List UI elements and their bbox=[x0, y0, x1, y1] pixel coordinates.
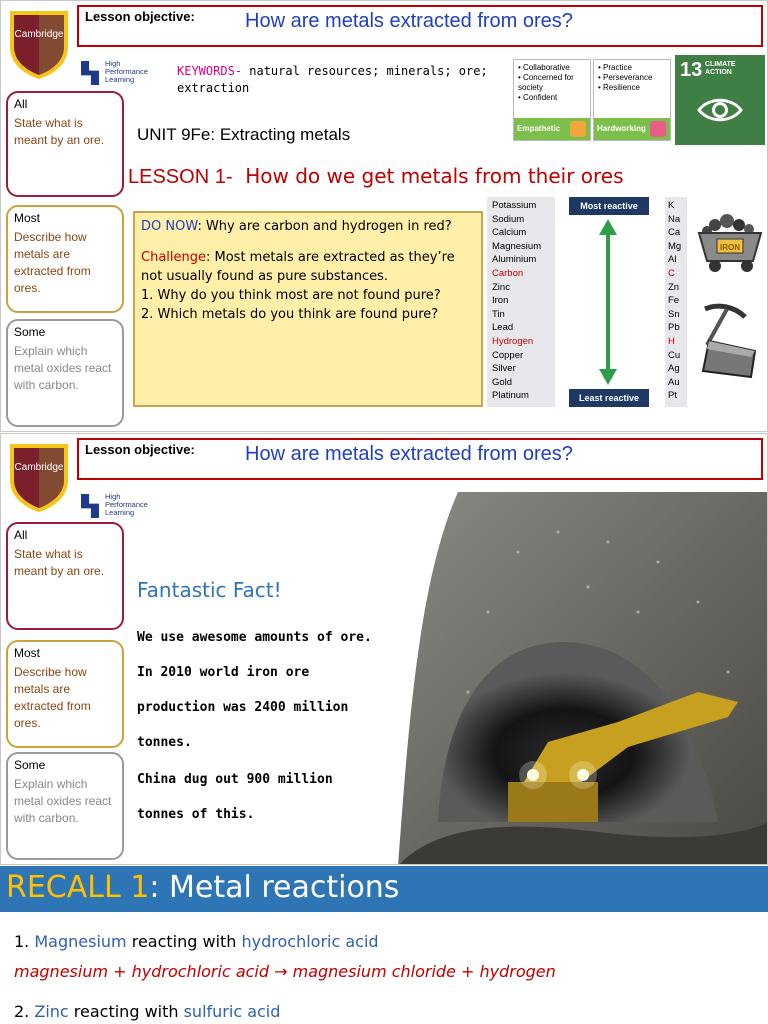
metal-item: Iron bbox=[492, 295, 509, 307]
trait-item: • Resilience bbox=[598, 83, 667, 93]
recall-banner bbox=[0, 866, 768, 912]
level-some-box bbox=[6, 319, 124, 427]
metal-item: Silver bbox=[492, 363, 516, 375]
do-now-box bbox=[133, 211, 483, 407]
recall-number: RECALL 1 bbox=[6, 870, 150, 905]
level-title: Some bbox=[14, 758, 46, 772]
item-mid: reacting with bbox=[68, 1002, 184, 1021]
recall-item-1 bbox=[14, 932, 379, 951]
sdg-text: CLIMATE ACTION bbox=[705, 61, 736, 76]
symbol-item: Al bbox=[668, 254, 677, 266]
symbol-item: Ag bbox=[668, 363, 680, 375]
trait-item: • Perseverance bbox=[598, 73, 667, 83]
level-title: Some bbox=[14, 325, 46, 339]
symbol-item: Zn bbox=[668, 281, 680, 293]
symbol-item: C bbox=[668, 267, 675, 279]
symbol-item: Sn bbox=[668, 308, 680, 320]
most-reactive-tag: Most reactive bbox=[569, 197, 649, 215]
challenge-text: : Most metals are extracted as they’re not usually found as pure substances. bbox=[141, 250, 455, 284]
hpl-text: High Performance Learning bbox=[105, 59, 148, 84]
cambridge-crest-logo bbox=[8, 9, 70, 81]
metal-item: Carbon bbox=[492, 267, 524, 279]
metal-item: Platinum bbox=[492, 390, 529, 402]
trait-item: • Collaborative bbox=[518, 63, 587, 73]
objective-label: Lesson objective: bbox=[85, 9, 195, 24]
speech-bubble-icon bbox=[570, 121, 586, 137]
challenge-label: Challenge bbox=[141, 250, 206, 265]
least-reactive-tag: Least reactive bbox=[569, 389, 649, 407]
symbol-item: H bbox=[668, 335, 675, 347]
objective-label: Lesson objective: bbox=[85, 442, 195, 457]
ore-cart-icon bbox=[693, 211, 765, 275]
symbol-item: Pb bbox=[668, 322, 680, 334]
fact-paragraph-1: We use awesome amounts of ore. In 2010 world iron ore production was 2400 million tonnes. bbox=[137, 630, 372, 750]
question-1: 1. Why do you think most are not found pure? bbox=[141, 288, 441, 303]
recall-title-text: : Metal reactions bbox=[149, 870, 400, 905]
slide-lesson-1 bbox=[0, 0, 768, 432]
keywords-text: natural resources; minerals; ore; extraction bbox=[177, 64, 488, 95]
metal-item: Zinc bbox=[492, 281, 510, 293]
item-mid: reacting with bbox=[126, 932, 242, 951]
lesson-prefix: LESSON 1- bbox=[128, 166, 233, 188]
metal-item: Calcium bbox=[492, 227, 527, 239]
level-desc: Explain which metal oxides react with carbon. bbox=[14, 344, 112, 392]
trait-item: • Concerned for society bbox=[518, 73, 587, 93]
crest-label: Cambridge bbox=[14, 462, 64, 473]
metal-item: Sodium bbox=[492, 213, 525, 225]
do-now-label: DO NOW bbox=[141, 219, 198, 234]
double-arrow-icon bbox=[593, 217, 623, 387]
crest-label: Cambridge bbox=[14, 29, 64, 40]
objective-title: How are metals extracted from ores? bbox=[245, 10, 573, 32]
trait-card-empathetic bbox=[513, 59, 591, 141]
trait-item: • Confident bbox=[518, 93, 587, 103]
metal-item: Potassium bbox=[492, 200, 537, 211]
hpl-logo bbox=[81, 61, 161, 87]
trait-footer-label: Hardworking bbox=[597, 124, 646, 133]
level-title: Most bbox=[14, 646, 41, 660]
earth-eye-icon bbox=[697, 95, 743, 125]
metal-item: Aluminium bbox=[492, 254, 537, 266]
keywords bbox=[177, 63, 497, 97]
hpl-mark-icon bbox=[81, 494, 99, 518]
metal-item: Magnesium bbox=[492, 240, 542, 252]
objective-title: How are metals extracted from ores? bbox=[245, 443, 573, 465]
sdg-number: 13 bbox=[680, 59, 703, 81]
symbol-item: Au bbox=[668, 376, 680, 388]
recall-title bbox=[6, 870, 399, 905]
lesson-text: How do we get metals from their ores bbox=[245, 164, 624, 188]
level-title: All bbox=[14, 528, 28, 542]
fact-paragraph-2: China dug out 900 million tonnes of this. bbox=[137, 772, 333, 822]
trait-footer bbox=[514, 118, 590, 140]
reactivity-series-symbols bbox=[665, 197, 687, 407]
level-desc: Describe how metals are extracted from ores. bbox=[14, 230, 91, 295]
item-metal: Zinc bbox=[34, 1002, 69, 1021]
item-metal: Magnesium bbox=[34, 932, 127, 951]
level-most-box bbox=[6, 640, 124, 748]
level-title: Most bbox=[14, 211, 41, 225]
trait-footer-label: Empathetic bbox=[517, 124, 561, 133]
metal-item: Gold bbox=[492, 376, 513, 388]
pickaxe-icon bbox=[695, 301, 765, 381]
item-acid: sulfuric acid bbox=[183, 1002, 281, 1021]
symbol-item: Ca bbox=[668, 227, 681, 239]
keywords-label: KEYWORDS- bbox=[177, 64, 243, 78]
level-title: All bbox=[14, 97, 28, 111]
symbol-item: Na bbox=[668, 213, 681, 225]
symbol-item: Mg bbox=[668, 240, 682, 252]
trait-item: • Practice bbox=[598, 63, 667, 73]
level-desc: State what is meant by an ore. bbox=[14, 547, 105, 578]
lesson-heading bbox=[128, 164, 624, 189]
recall-equation-1: magnesium + hydrochloric acid → magnesium chloride + hydrogen bbox=[14, 962, 556, 981]
level-desc: Explain which metal oxides react with carbon. bbox=[14, 777, 112, 825]
question-2: 2. Which metals do you think are found pure? bbox=[141, 307, 439, 322]
item-number: 2. bbox=[14, 1002, 35, 1021]
level-all-box bbox=[6, 522, 124, 630]
hpl-logo bbox=[81, 494, 161, 520]
metal-item: Lead bbox=[492, 322, 514, 334]
symbol-item: Cu bbox=[668, 349, 681, 361]
learner-traits bbox=[513, 59, 673, 143]
metal-item: Copper bbox=[492, 349, 524, 361]
recall-item-2 bbox=[14, 1002, 280, 1021]
sdg-climate-action-badge bbox=[675, 55, 765, 145]
level-most-box bbox=[6, 205, 124, 313]
symbol-item: Fe bbox=[668, 295, 680, 307]
symbol-item: Pt bbox=[668, 390, 677, 402]
do-now-text: : Why are carbon and hydrogen in red? bbox=[197, 219, 452, 234]
symbol-item: K bbox=[668, 200, 675, 211]
metal-item: Hydrogen bbox=[492, 335, 534, 347]
trait-footer bbox=[594, 118, 670, 140]
runner-icon bbox=[650, 121, 666, 137]
item-acid: hydrochloric acid bbox=[241, 932, 379, 951]
unit-title: UNIT 9Fe: Extracting metals bbox=[137, 125, 351, 144]
level-some-box bbox=[6, 752, 124, 860]
mine-tunnel-photo bbox=[398, 492, 768, 865]
cambridge-crest-logo bbox=[8, 442, 70, 514]
level-desc: Describe how metals are extracted from ores. bbox=[14, 665, 91, 730]
cart-label: IRON bbox=[720, 243, 740, 252]
level-all-box bbox=[6, 91, 124, 197]
slide-fantastic-fact bbox=[0, 433, 768, 865]
level-desc: State what is meant by an ore. bbox=[14, 116, 105, 147]
fact-title: Fantastic Fact! bbox=[137, 578, 282, 602]
hpl-mark-icon bbox=[81, 61, 99, 85]
reactivity-series-names bbox=[487, 197, 555, 407]
trait-card-hardworking bbox=[593, 59, 671, 141]
hpl-text: High Performance Learning bbox=[105, 492, 148, 517]
item-number: 1. bbox=[14, 932, 35, 951]
metal-item: Tin bbox=[492, 308, 505, 320]
